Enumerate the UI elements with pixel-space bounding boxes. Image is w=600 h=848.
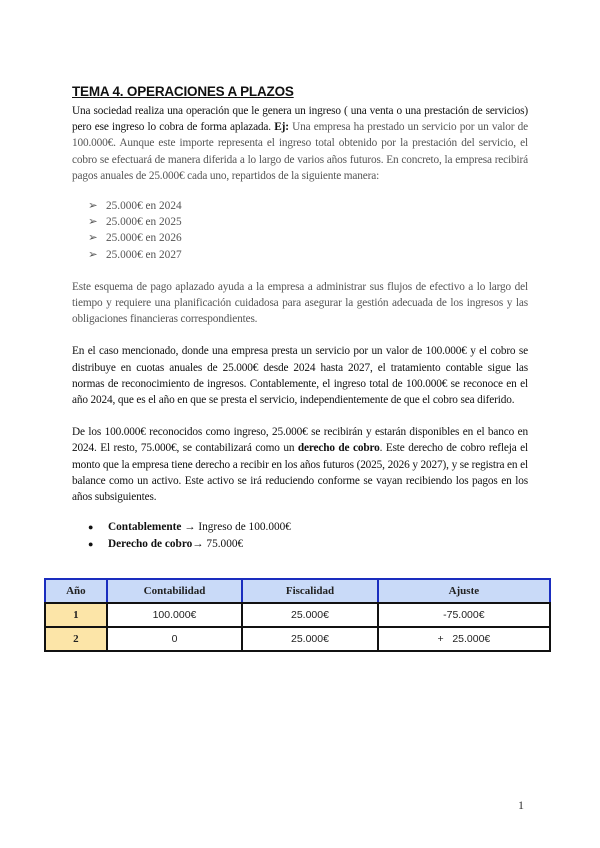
intro-paragraph: Una sociedad realiza una operación que le genera un ingreso ( una venta o una prestación de servicios) pero ese ingreso lo cobra de forma aplazada. Ej: Una empresa ha prestado un servicio por un valor de 100.000€. Aunque este importe representa el ingreso total obtenido por la prestación del servicio, el cobro se efectuará de manera diferida a lo largo de varios años futuros. En concreto, la empresa recibirá pagos anuales de 25.000€ cada uno, repartidos de la siguiente manera: [72, 105, 528, 182]
list-item: ● Contablemente → Ingreso de 100.000€ [88, 519, 528, 536]
page-number: 1 [518, 798, 524, 812]
cell-year: 2 [45, 627, 107, 651]
summary-list [88, 519, 528, 552]
cell-ajuste: + 25.000€ [378, 627, 550, 651]
list-item: ➢ 25.000€ en 2027 [88, 247, 528, 263]
cell-contabilidad: 100.000€ [107, 603, 243, 627]
bullet-icon: ● [88, 522, 94, 533]
example-label: Ej: [274, 121, 289, 134]
list-item: ● Derecho de cobro→ 75.000€ [88, 536, 528, 553]
table-row [45, 603, 550, 627]
cell-fiscalidad: 25.000€ [242, 603, 377, 627]
list-item: ➢ 25.000€ en 2026 [88, 230, 528, 246]
cell-fiscalidad: 25.000€ [242, 627, 377, 651]
accounting-paragraph: En el caso mencionado, donde una empresa presta un servicio por un valor de 100.000€ y el cobro se distribuye en cuotas anuales de 25.000€ desde 2024 hasta 2027, el tratamiento contable sigue las normas de reconocimiento de ingresos. Contablemente, el ingreso total de 100.000€ se reconoce en el año 2024, que es el año en que se presta el servicio, independientemente de que el cobro sea diferido. [72, 345, 528, 407]
header-fiscalidad: Fiscalidad [242, 579, 377, 603]
list-item: ➢ 25.000€ en 2025 [88, 214, 528, 230]
table-header-row [45, 579, 550, 603]
cell-ajuste: -75.000€ [378, 603, 550, 627]
cell-year: 1 [45, 603, 107, 627]
arrow-icon: ➢ [88, 216, 98, 229]
document-body [72, 84, 528, 552]
adjustment-table [44, 578, 551, 652]
header-ajuste: Ajuste [378, 579, 550, 603]
header-year: Año [45, 579, 107, 603]
cash-flow-paragraph: Este esquema de pago aplazado ayuda a la empresa a administrar sus flujos de efectivo a lo largo del tiempo y requiere una planificación cuidadosa para asegurar la gestión adecuada de los ingresos y las obligaciones financieras correspondientes. [72, 280, 528, 326]
table-row [45, 627, 550, 651]
payment-list [88, 198, 528, 263]
cell-contabilidad: 0 [107, 627, 243, 651]
bullet-icon: ● [88, 538, 94, 549]
receivable-term: derecho de cobro [297, 442, 380, 455]
arrow-icon: ➢ [88, 200, 98, 213]
list-item: ➢ 25.000€ en 2024 [88, 198, 528, 214]
arrow-icon: ➢ [88, 232, 98, 245]
page-title: TEMA 4. OPERACIONES A PLAZOS [72, 84, 294, 99]
receivable-paragraph: De los 100.000€ reconocidos como ingreso, 25.000€ se recibirán y estarán disponibles en el banco en 2024. El resto, 75.000€, se contabilizará como un derecho de cobro. Este derecho de cobro refleja el monto que la empresa tiene derecho a recibir en los años futuros (2025, 2026 y 2027), y se registra en el balance como un activo. Este activo se irá reduciendo conforme se vayan recibiendo los pagos en los años subsiguientes. [72, 426, 529, 504]
header-contabilidad: Contabilidad [107, 579, 243, 603]
arrow-icon: ➢ [88, 248, 98, 261]
